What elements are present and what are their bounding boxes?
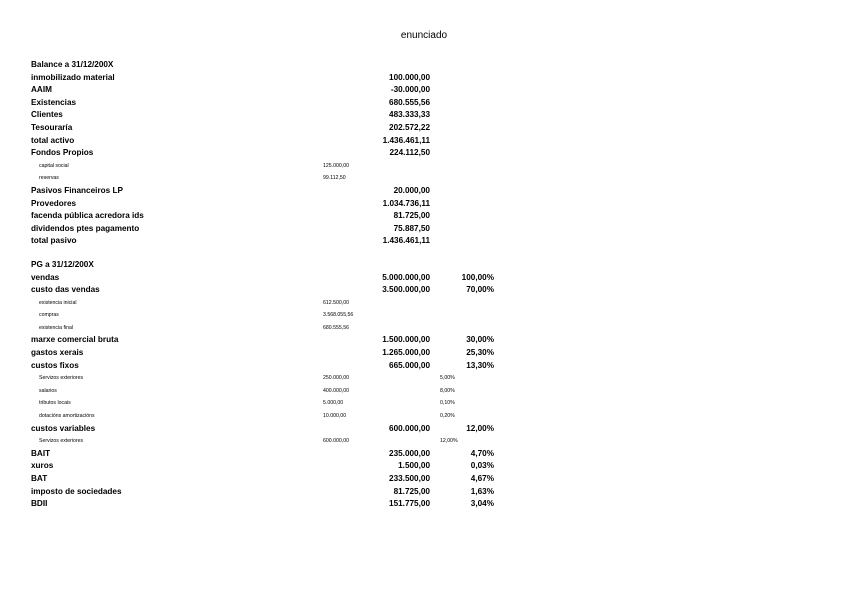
row-label: BDII [31,499,48,509]
detail-row [31,372,511,385]
balance-row [31,84,511,97]
row-amount: 1.034.736,11 [382,198,430,208]
row-label: BAT [31,474,48,483]
detail-value: 612.500,00 [323,299,349,306]
detail-label: tributos locais [39,400,71,407]
pg-heading: PG a 31/12/200X [31,259,94,269]
detail-row [31,297,511,310]
balance-row [31,147,511,160]
detail-label: compras [39,312,59,319]
detail-value: 250.000,00 [323,375,349,382]
pg-row [31,272,511,285]
row-percent: 13,30% [466,360,494,370]
row-percent: 70,00% [466,285,494,295]
row-amount: 75.887,50 [393,223,430,233]
row-label: Existencias [31,97,77,107]
row-percent: 4,70% [470,448,494,458]
detail-label: Servizos exteriores [39,375,84,382]
detail-value: 3.568.055,56 [323,312,354,319]
pg-row [31,498,511,511]
row-label: dividendos ptes pagamento [31,223,140,233]
row-label: vendas [31,272,60,282]
pg-row [31,448,511,461]
row-amount: 665.000,00 [389,360,430,370]
balance-row [31,97,511,110]
row-amount: 81.725,00 [393,486,430,496]
row-label: Fondos Propios [31,148,94,158]
row-amount: 235.000,00 [389,448,430,458]
balance-heading: Balance a 31/12/200X [31,60,114,69]
row-label: AAIM [31,85,52,95]
row-label: facenda pública acredora ids [31,211,144,221]
page-title: enunciado [400,30,448,41]
row-amount: 233.500,00 [389,474,430,483]
row-amount: 1.436.461,11 [382,135,430,145]
detail-value: 600.000,00 [323,438,349,445]
row-amount: 600.000,00 [389,423,430,433]
detail-row [31,172,511,185]
detail-percent: 0,20% [440,413,455,420]
row-percent: 3,04% [470,499,494,509]
row-label: marxe comercial bruta [31,335,119,345]
detail-label: existencia inicial [39,299,77,306]
detail-label: dotacións amortizacións [39,413,95,420]
detail-label: Servizos exteriores [39,438,84,445]
detail-percent: 8,00% [440,387,455,394]
detail-label: reservas [39,175,59,182]
row-percent: 12,00% [466,423,494,433]
row-amount: 100.000,00 [389,72,430,82]
row-amount: 151.775,00 [389,499,430,509]
row-percent: 100,00% [461,272,494,282]
row-amount: 5.000.000,00 [382,272,430,282]
row-amount: 1.436.461,11 [382,236,430,246]
row-percent: 4,67% [470,474,494,483]
row-amount: 680.555,56 [389,97,430,107]
section-spacer [31,248,511,259]
detail-value: 5.000,00 [323,400,344,407]
pg-row [31,486,511,499]
row-amount: 3.500.000,00 [382,285,430,295]
row-amount: 202.572,22 [389,122,430,132]
detail-percent: 5,00% [440,375,455,382]
row-label: Pasivos Financeiros LP [31,185,123,195]
pg-row [31,473,511,486]
detail-row [31,397,511,410]
row-percent: 25,30% [466,348,494,358]
row-amount: 1.500.000,00 [382,335,430,345]
detail-row [31,435,511,448]
row-label: imposto de sociedades [31,486,122,496]
balance-row [31,122,511,135]
pg-heading-row [31,259,511,272]
detail-row [31,322,511,335]
row-percent: 1,63% [470,486,494,496]
balance-row [31,210,511,223]
detail-row [31,160,511,173]
detail-percent: 0,10% [440,400,455,407]
detail-row [31,410,511,423]
pg-row [31,460,511,473]
pg-row [31,347,511,360]
row-amount: 224.112,50 [389,148,430,158]
row-amount: 483.333,33 [389,110,430,120]
row-amount: 1.265.000,00 [382,348,430,358]
balance-row [31,135,511,148]
balance-row [31,223,511,236]
detail-value: 680.555,56 [323,324,349,331]
balance-row [31,185,511,198]
pg-row [31,284,511,297]
row-label: xuros [31,461,54,471]
detail-row [31,385,511,398]
row-label: custos variables [31,423,96,433]
pg-row [31,334,511,347]
detail-label: existencia final [39,324,74,331]
row-amount: 81.725,00 [393,211,430,221]
financial-sheet [31,59,511,511]
detail-value: 10.000,00 [323,413,347,420]
detail-value: 125.000,00 [323,162,349,169]
row-label: BAIT [31,448,51,458]
row-label: Clientes [31,110,63,120]
row-amount: 1.500,00 [398,461,430,471]
balance-heading-row [31,59,511,72]
balance-row [31,235,511,248]
detail-percent: 12,00% [440,438,458,445]
row-label: gastos xerais [31,348,84,358]
detail-label: salarios [39,387,57,394]
row-amount: -30.000,00 [390,85,430,95]
row-amount: 20.000,00 [393,185,430,195]
row-percent: 30,00% [466,335,494,345]
detail-label: capital social [39,162,69,169]
detail-row [31,309,511,322]
row-label: custos fixos [31,360,79,370]
balance-row [31,72,511,85]
row-label: Provedores [31,198,77,208]
detail-value: 99.112,50 [323,175,346,182]
detail-value: 400.000,00 [323,387,349,394]
balance-row [31,109,511,122]
pg-row [31,423,511,436]
row-percent: 0,03% [470,461,494,471]
row-label: custo das vendas [31,285,100,295]
balance-row [31,198,511,211]
row-label: total pasivo [31,236,77,246]
row-label: total activo [31,135,75,145]
pg-row [31,360,511,373]
row-label: Tesouraría [31,122,73,132]
row-label: inmobilizado material [31,72,115,82]
